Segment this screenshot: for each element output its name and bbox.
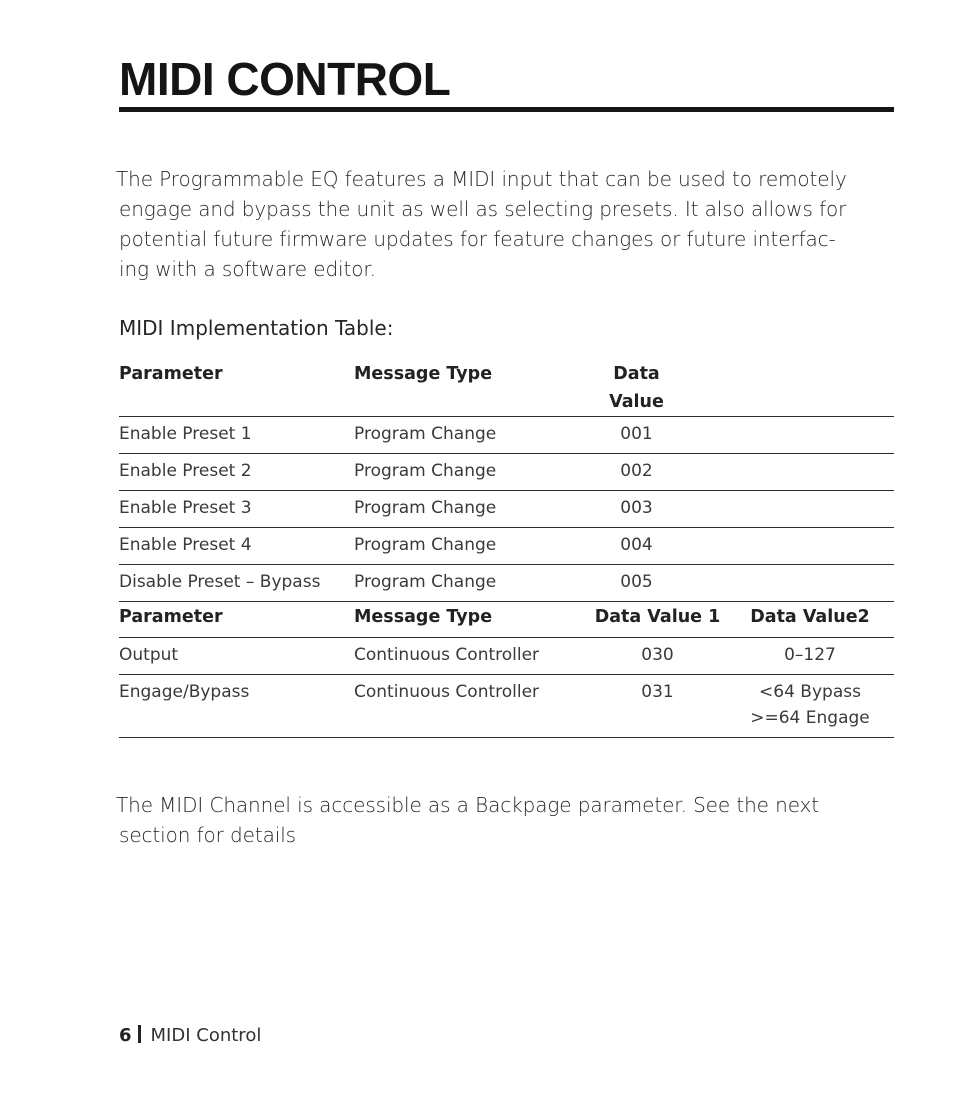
page-number: 6	[119, 1025, 132, 1046]
table-header-row	[119, 603, 894, 638]
table-caption: MIDI Implementation Table:	[119, 316, 394, 340]
intro-paragraph	[116, 164, 906, 284]
column-header-message-type: Message Type	[354, 364, 493, 384]
column-header-message-type: Message Type	[354, 607, 493, 627]
cell-data-value: 004	[589, 528, 894, 565]
cell-data-value-2: 0–127	[726, 638, 894, 675]
cell-data-value: 005	[589, 565, 894, 602]
column-header-parameter: Parameter	[119, 607, 223, 627]
column-header-parameter: Parameter	[119, 364, 223, 384]
cell-message-type: Program Change	[354, 491, 589, 528]
title-underline	[119, 107, 894, 112]
continuous-controller-table	[119, 603, 894, 738]
program-change-table	[119, 360, 894, 602]
cell-data-value: 002	[589, 454, 894, 491]
table-row	[119, 528, 894, 565]
cell-data-value-1: 031	[589, 675, 726, 738]
intro-line: potential future firmware updates for feature changes or future interfac-	[119, 227, 836, 251]
table-header-row	[119, 360, 894, 417]
cell-message-type: Program Change	[354, 565, 589, 602]
cell-parameter: Engage/Bypass	[119, 675, 354, 738]
outro-line: section for details	[119, 823, 296, 847]
column-header-data-value-2: Data Value2	[750, 607, 870, 627]
cell-data-value-1: 030	[589, 638, 726, 675]
intro-line: The Programmable EQ features a MIDI input that can be used to remotely	[116, 167, 847, 191]
cell-parameter: Disable Preset – Bypass	[119, 565, 354, 602]
cell-message-type: Program Change	[354, 528, 589, 565]
page-title: MIDI CONTROL	[119, 53, 451, 105]
table-row	[119, 565, 894, 602]
intro-line: ing with a software editor.	[119, 257, 376, 281]
table-row	[119, 491, 894, 528]
cell-message-type: Program Change	[354, 454, 589, 491]
cell-message-type: Program Change	[354, 417, 589, 454]
cell-data-value: 003	[589, 491, 894, 528]
engage-range: >=64 Engage	[750, 708, 870, 728]
cell-message-type: Continuous Controller	[354, 675, 589, 738]
page-footer	[119, 1024, 261, 1048]
intro-line: engage and bypass the unit as well as selecting presets. It also allows for	[119, 197, 847, 221]
cell-parameter: Enable Preset 4	[119, 528, 354, 565]
table-row	[119, 638, 894, 675]
cell-parameter: Enable Preset 3	[119, 491, 354, 528]
outro-line: The MIDI Channel is accessible as a Backpage parameter. See the next	[116, 793, 820, 817]
footer-section: MIDI Control	[150, 1025, 262, 1046]
outro-paragraph	[116, 790, 906, 850]
bypass-range: <64 Bypass	[759, 682, 861, 702]
table-row	[119, 675, 894, 738]
cell-parameter: Enable Preset 1	[119, 417, 354, 454]
table-row	[119, 417, 894, 454]
footer-divider	[138, 1025, 141, 1043]
cell-data-value: 001	[589, 417, 894, 454]
cell-data-value-2	[726, 675, 894, 738]
cell-parameter: Output	[119, 638, 354, 675]
cell-message-type: Continuous Controller	[354, 638, 589, 675]
column-header-data-value: Data Value	[609, 364, 664, 412]
cell-parameter: Enable Preset 2	[119, 454, 354, 491]
column-header-data-value-1: Data Value 1	[594, 607, 721, 627]
table-row	[119, 454, 894, 491]
